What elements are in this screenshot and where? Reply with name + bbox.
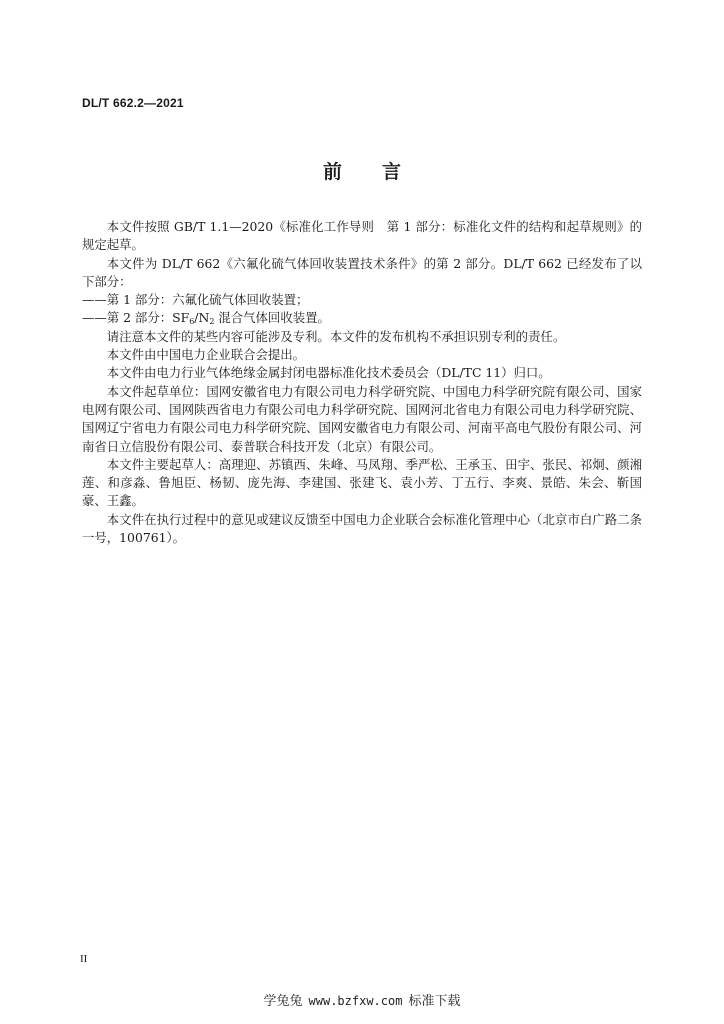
document-number: DL/T 662.2—2021 bbox=[82, 96, 184, 110]
paragraph-drafters: 本文件主要起草人：高理迎、苏镇西、朱峰、马凤翔、季严松、王承玉、田宇、张民、祁炯、颜湘莲、和彦淼、鲁旭臣、杨韧、庞先海、李建国、张建飞、袁小芳、丁五行、李爽、景皓、朱会、靳国豪、王鑫。 bbox=[82, 456, 642, 509]
watermark bbox=[0, 990, 724, 1009]
part-2-prefix: ——第 2 部分：SF bbox=[82, 310, 190, 326]
watermark-label: 标准下载 bbox=[408, 994, 461, 1009]
paragraph-patent-notice: 请注意本文件的某些内容可能涉及专利。本文件的发布机构不承担识别专利的责任。 bbox=[106, 328, 566, 344]
page-title: 前言 bbox=[322, 161, 441, 183]
subscript-2: 2 bbox=[209, 317, 215, 327]
foreword-body bbox=[82, 218, 642, 547]
list-item-part-1: ——第 1 部分：六氟化硫气体回收装置； bbox=[82, 292, 309, 308]
paragraph-series-part: 本文件为 DL/T 662《六氟化硫气体回收装置技术条件》的第 2 部分。DL/T 662 已经发布了以下部分： bbox=[82, 255, 642, 289]
paragraph-drafting-units: 本文件起草单位：国网安徽省电力有限公司电力科学研究院、中国电力科学研究院有限公司、国家电网有限公司、国网陕西省电力有限公司电力科学研究院、国网河北省电力有限公司电力科学研究院、国网辽宁省电力有限公司电力科学研究院、国网安徽省电力有限公司、河南平高电气股份有限公司、河南省日立信股份有限公司、泰普联合科技开发（北京）有限公司。 bbox=[82, 383, 642, 454]
list-item-part-2 bbox=[82, 309, 642, 327]
watermark-url: www.bzfxw.com bbox=[308, 994, 403, 1008]
paragraph-drafting-rules: 本文件按照 GB/T 1.1—2020《标准化工作导则 第 1 部分：标准化文件的结构和起草规则》的规定起草。 bbox=[82, 219, 642, 253]
watermark-site-name: 学兔兔 bbox=[263, 994, 303, 1009]
part-2-suffix: 混合气体回收装置。 bbox=[214, 310, 330, 326]
paragraph-feedback: 本文件在执行过程中的意见或建议反馈至中国电力企业联合会标准化管理中心（北京市白广路二条一号，100761）。 bbox=[82, 511, 642, 546]
subscript-6: 6 bbox=[189, 317, 195, 327]
paragraph-proposed-by: 本文件由中国电力企业联合会提出。 bbox=[106, 347, 306, 363]
part-2-mid: /N bbox=[194, 310, 210, 326]
paragraph-under-jurisdiction: 本文件由电力行业气体绝缘金属封闭电器标准化技术委员会（DL/TC 11）归口。 bbox=[106, 365, 551, 381]
page-number: II bbox=[80, 953, 88, 965]
